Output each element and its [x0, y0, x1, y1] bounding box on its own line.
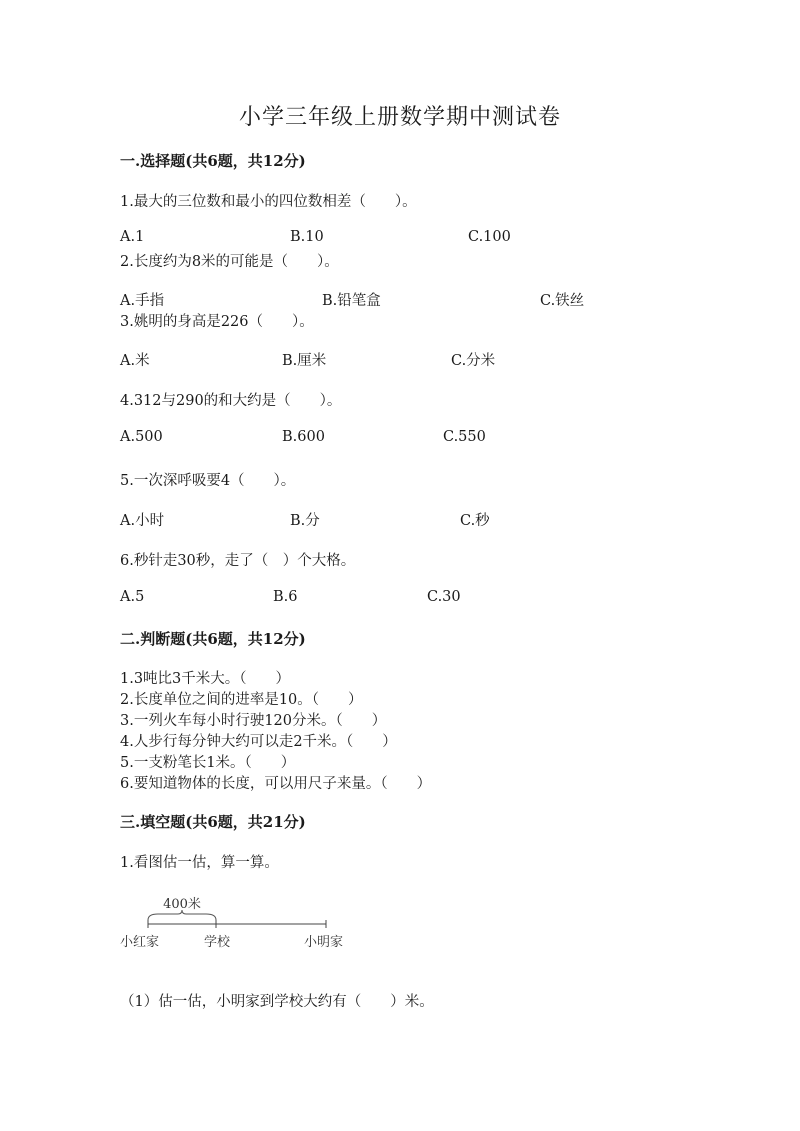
option-c: C.30 — [427, 589, 461, 605]
question-text: 5.一支粉笔长1米。（ ） — [120, 755, 296, 771]
question-text: 1.最大的三位数和最小的四位数相差（ ）。 — [120, 194, 417, 210]
section-heading-choice: 一.选择题(共6题，共12分) — [120, 152, 306, 170]
option-b: B.分 — [290, 513, 320, 529]
distance-diagram — [118, 896, 358, 956]
distance-label: 400米 — [163, 897, 201, 912]
option-a: A.手指 — [120, 293, 165, 309]
option-a: A.米 — [120, 353, 150, 369]
point-label-school: 学校 — [204, 935, 231, 950]
option-c: C.秒 — [460, 513, 490, 529]
option-b: B.10 — [290, 229, 324, 245]
option-a: A.5 — [120, 589, 145, 605]
option-b: B.厘米 — [282, 353, 327, 369]
option-c: C.铁丝 — [540, 293, 585, 309]
question-text: 6.秒针走30秒，走了（ ）个大格。 — [120, 553, 356, 569]
section-heading-judgement: 二.判断题(共6题，共12分) — [120, 630, 306, 648]
option-c: C.100 — [468, 229, 511, 245]
question-text: 1.看图估一估，算一算。 — [120, 855, 279, 871]
question-text: （1）估一估，小明家到学校大约有（ ）米。 — [120, 994, 434, 1010]
point-label-xiaohong: 小红家 — [120, 935, 160, 950]
question-text: 1.3吨比3千米大。（ ） — [120, 671, 291, 687]
question-text: 3.姚明的身高是226（ ）。 — [120, 314, 314, 330]
question-text: 2.长度约为8米的可能是（ ）。 — [120, 254, 339, 270]
option-b: B.铅笔盒 — [322, 293, 381, 309]
question-text: 4.人步行每分钟大约可以走2千米。（ ） — [120, 734, 397, 750]
option-b: B.6 — [273, 589, 298, 605]
page-title: 小学三年级上册数学期中测试卷 — [238, 105, 561, 130]
option-c: C.分米 — [451, 353, 496, 369]
question-text: 4.312与290的和大约是（ ）。 — [120, 393, 342, 409]
question-text: 5.一次深呼吸要4（ ）。 — [120, 473, 296, 489]
option-c: C.550 — [443, 429, 486, 445]
option-a: A.500 — [120, 429, 163, 445]
option-b: B.600 — [282, 429, 325, 445]
option-a: A.1 — [120, 229, 145, 245]
point-label-xiaoming: 小明家 — [304, 935, 344, 950]
option-a: A.小时 — [120, 513, 165, 529]
question-text: 3.一列火车每小时行驶120分米。（ ） — [120, 713, 387, 729]
question-text: 2.长度单位之间的进率是10。（ ） — [120, 692, 363, 708]
question-text: 6.要知道物体的长度，可以用尺子来量。（ ） — [120, 776, 432, 792]
section-heading-fill: 三.填空题(共6题，共21分) — [120, 813, 306, 831]
